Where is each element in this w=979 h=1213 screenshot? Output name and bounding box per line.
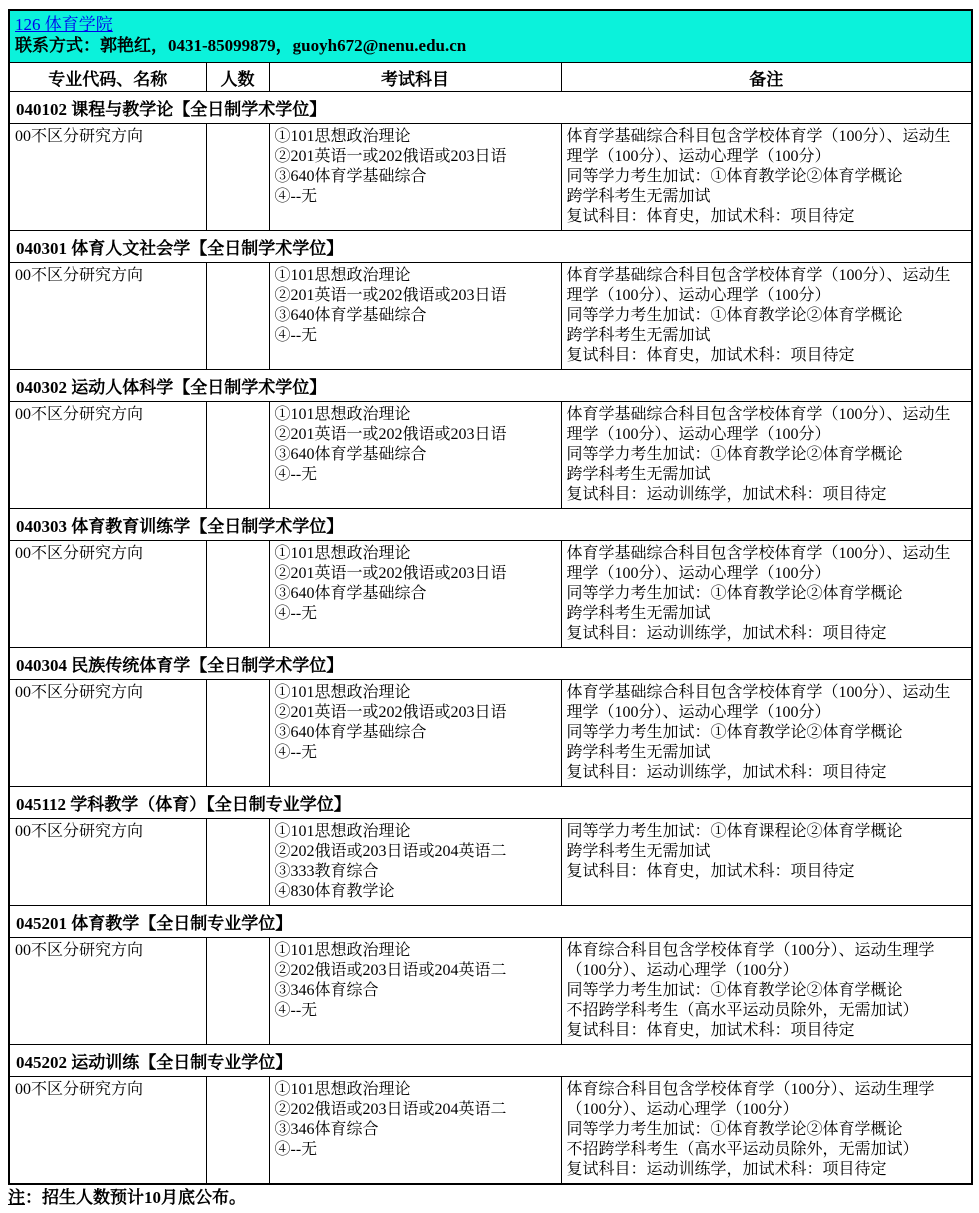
exam-subject-line: ①101思想政治理论 bbox=[274, 823, 411, 840]
exam-subjects-cell bbox=[269, 1077, 561, 1185]
quota-cell bbox=[206, 541, 269, 648]
remark-line: 不招跨学科考生（高水平运动员除外，无需加试） bbox=[566, 1002, 919, 1019]
exam-subject-line: ①101思想政治理论 bbox=[274, 128, 411, 145]
remarks-cell bbox=[561, 819, 972, 906]
remark-line: 复试科目：体育史，加试术科：项目待定 bbox=[566, 208, 855, 225]
remark-line: 复试科目：运动训练学，加试术科：项目待定 bbox=[566, 1161, 887, 1178]
college-link[interactable]: 126 体育学院 bbox=[15, 15, 113, 34]
section-data-row bbox=[9, 680, 972, 787]
section-title-row bbox=[9, 648, 972, 680]
exam-subject-line: ②201英语一或202俄语或203日语 bbox=[274, 287, 507, 304]
college-header-cell bbox=[9, 10, 972, 63]
admissions-table bbox=[8, 9, 973, 1185]
exam-subject-line: ②201英语一或202俄语或203日语 bbox=[274, 565, 507, 582]
direction-cell: 00不区分研究方向 bbox=[9, 819, 206, 906]
col-header-major: 专业代码、名称 bbox=[9, 63, 206, 92]
footnote-prefix: 注 bbox=[8, 1188, 25, 1207]
section-data-row bbox=[9, 938, 972, 1045]
exam-subjects-cell bbox=[269, 402, 561, 509]
exam-subjects-cell bbox=[269, 541, 561, 648]
direction-cell: 00不区分研究方向 bbox=[9, 263, 206, 370]
exam-subject-line: ④--无 bbox=[274, 1141, 318, 1158]
exam-subject-line: ③640体育学基础综合 bbox=[274, 446, 427, 463]
remarks-cell bbox=[561, 263, 972, 370]
exam-subject-line: ①101思想政治理论 bbox=[274, 684, 411, 701]
remark-line: 同等学力考生加试：①体育课程论②体育学概论 bbox=[566, 823, 903, 840]
remark-line: 复试科目：运动训练学，加试术科：项目待定 bbox=[566, 486, 887, 503]
section-title: 040302 运动人体科学【全日制学术学位】 bbox=[9, 370, 972, 402]
quota-cell bbox=[206, 680, 269, 787]
contact-line: 联系方式：郭艳红，0431-85099879，guoyh672@nenu.edu.cn bbox=[15, 36, 467, 55]
quota-cell bbox=[206, 1077, 269, 1185]
remark-line: 体育综合科目包含学校体育学（100分）、运动生理学（100分）、运动心理学（100分） bbox=[566, 1081, 935, 1118]
remark-line: 跨学科考生无需加试 bbox=[566, 843, 711, 860]
remark-line: 体育学基础综合科目包含学校体育学（100分）、运动生理学（100分）、运动心理学（100分） bbox=[566, 545, 951, 582]
exam-subjects-cell bbox=[269, 819, 561, 906]
exam-subjects-cell bbox=[269, 263, 561, 370]
exam-subject-line: ②201英语一或202俄语或203日语 bbox=[274, 704, 507, 721]
exam-subject-line: ④--无 bbox=[274, 327, 318, 344]
section-data-row bbox=[9, 819, 972, 906]
exam-subject-line: ③346体育综合 bbox=[274, 982, 379, 999]
remark-line: 同等学力考生加试：①体育教学论②体育学概论 bbox=[566, 982, 903, 999]
remarks-cell bbox=[561, 1077, 972, 1185]
remark-line: 不招跨学科考生（高水平运动员除外，无需加试） bbox=[566, 1141, 919, 1158]
section-title-row bbox=[9, 231, 972, 263]
remark-line: 同等学力考生加试：①体育教学论②体育学概论 bbox=[566, 724, 903, 741]
direction-cell: 00不区分研究方向 bbox=[9, 541, 206, 648]
section-title: 045201 体育教学【全日制专业学位】 bbox=[9, 906, 972, 938]
remark-line: 体育综合科目包含学校体育学（100分）、运动生理学（100分）、运动心理学（100分） bbox=[566, 942, 935, 979]
quota-cell bbox=[206, 819, 269, 906]
section-title-row bbox=[9, 509, 972, 541]
remark-line: 复试科目：运动训练学，加试术科：项目待定 bbox=[566, 764, 887, 781]
remarks-cell bbox=[561, 938, 972, 1045]
exam-subject-line: ④--无 bbox=[274, 466, 318, 483]
remark-line: 同等学力考生加试：①体育教学论②体育学概论 bbox=[566, 446, 903, 463]
section-title: 040301 体育人文社会学【全日制学术学位】 bbox=[9, 231, 972, 263]
remark-line: 复试科目：体育史，加试术科：项目待定 bbox=[566, 863, 855, 880]
exam-subject-line: ①101思想政治理论 bbox=[274, 942, 411, 959]
exam-subject-line: ④--无 bbox=[274, 744, 318, 761]
remark-line: 体育学基础综合科目包含学校体育学（100分）、运动生理学（100分）、运动心理学（100分） bbox=[566, 406, 951, 443]
exam-subject-line: ④--无 bbox=[274, 1002, 318, 1019]
section-title: 045202 运动训练【全日制专业学位】 bbox=[9, 1045, 972, 1077]
exam-subject-line: ②202俄语或203日语或204英语二 bbox=[274, 1101, 507, 1118]
section-title-row bbox=[9, 1045, 972, 1077]
exam-subject-line: ④830体育教学论 bbox=[274, 883, 395, 900]
exam-subjects-cell bbox=[269, 124, 561, 231]
remark-line: 体育学基础综合科目包含学校体育学（100分）、运动生理学（100分）、运动心理学（100分） bbox=[566, 684, 951, 721]
remark-line: 跨学科考生无需加试 bbox=[566, 188, 711, 205]
section-data-row bbox=[9, 541, 972, 648]
exam-subject-line: ①101思想政治理论 bbox=[274, 267, 411, 284]
section-data-row bbox=[9, 124, 972, 231]
exam-subject-line: ②202俄语或203日语或204英语二 bbox=[274, 962, 507, 979]
exam-subjects-cell bbox=[269, 938, 561, 1045]
remark-line: 同等学力考生加试：①体育教学论②体育学概论 bbox=[566, 168, 903, 185]
remark-line: 复试科目：运动训练学，加试术科：项目待定 bbox=[566, 625, 887, 642]
direction-cell: 00不区分研究方向 bbox=[9, 402, 206, 509]
section-title-row bbox=[9, 787, 972, 819]
exam-subject-line: ①101思想政治理论 bbox=[274, 1081, 411, 1098]
remark-line: 体育学基础综合科目包含学校体育学（100分）、运动生理学（100分）、运动心理学（100分） bbox=[566, 267, 951, 304]
remarks-cell bbox=[561, 680, 972, 787]
remark-line: 跨学科考生无需加试 bbox=[566, 605, 711, 622]
remark-line: 跨学科考生无需加试 bbox=[566, 327, 711, 344]
direction-cell: 00不区分研究方向 bbox=[9, 124, 206, 231]
quota-cell bbox=[206, 124, 269, 231]
quota-cell bbox=[206, 402, 269, 509]
section-title: 040102 课程与教学论【全日制学术学位】 bbox=[9, 92, 972, 124]
exam-subject-line: ④--无 bbox=[274, 188, 318, 205]
column-header-row bbox=[9, 63, 972, 92]
section-data-row bbox=[9, 263, 972, 370]
direction-cell: 00不区分研究方向 bbox=[9, 680, 206, 787]
col-header-subjects: 考试科目 bbox=[269, 63, 561, 92]
section-title: 040303 体育教育训练学【全日制学术学位】 bbox=[9, 509, 972, 541]
quota-cell bbox=[206, 263, 269, 370]
exam-subject-line: ②201英语一或202俄语或203日语 bbox=[274, 426, 507, 443]
section-data-row bbox=[9, 1077, 972, 1185]
section-data-row bbox=[9, 402, 972, 509]
exam-subject-line: ③346体育综合 bbox=[274, 1121, 379, 1138]
remark-line: 复试科目：体育史，加试术科：项目待定 bbox=[566, 347, 855, 364]
college-header-row bbox=[9, 10, 972, 63]
exam-subject-line: ①101思想政治理论 bbox=[274, 406, 411, 423]
remark-line: 复试科目：体育史，加试术科：项目待定 bbox=[566, 1022, 855, 1039]
direction-cell: 00不区分研究方向 bbox=[9, 938, 206, 1045]
remark-line: 同等学力考生加试：①体育教学论②体育学概论 bbox=[566, 585, 903, 602]
exam-subject-line: ④--无 bbox=[274, 605, 318, 622]
remark-line: 同等学力考生加试：①体育教学论②体育学概论 bbox=[566, 307, 903, 324]
section-title: 040304 民族传统体育学【全日制学术学位】 bbox=[9, 648, 972, 680]
footnote bbox=[8, 1185, 971, 1209]
exam-subject-line: ③640体育学基础综合 bbox=[274, 307, 427, 324]
section-title-row bbox=[9, 370, 972, 402]
section-title-row bbox=[9, 906, 972, 938]
exam-subject-line: ③640体育学基础综合 bbox=[274, 168, 427, 185]
exam-subject-line: ②202俄语或203日语或204英语二 bbox=[274, 843, 507, 860]
remarks-cell bbox=[561, 124, 972, 231]
exam-subject-line: ①101思想政治理论 bbox=[274, 545, 411, 562]
remark-line: 跨学科考生无需加试 bbox=[566, 744, 711, 761]
section-title-row bbox=[9, 92, 972, 124]
quota-cell bbox=[206, 938, 269, 1045]
footnote-text: ：招生人数预计10月底公布。 bbox=[25, 1188, 246, 1207]
sections-body bbox=[9, 92, 972, 1185]
col-header-remarks: 备注 bbox=[561, 63, 972, 92]
exam-subject-line: ②201英语一或202俄语或203日语 bbox=[274, 148, 507, 165]
remark-line: 跨学科考生无需加试 bbox=[566, 466, 711, 483]
col-header-quota: 人数 bbox=[206, 63, 269, 92]
section-title: 045112 学科教学（体育）【全日制专业学位】 bbox=[9, 787, 972, 819]
remarks-cell bbox=[561, 541, 972, 648]
remark-line: 体育学基础综合科目包含学校体育学（100分）、运动生理学（100分）、运动心理学（100分） bbox=[566, 128, 951, 165]
remarks-cell bbox=[561, 402, 972, 509]
exam-subjects-cell bbox=[269, 680, 561, 787]
exam-subject-line: ③333教育综合 bbox=[274, 863, 379, 880]
remark-line: 同等学力考生加试：①体育教学论②体育学概论 bbox=[566, 1121, 903, 1138]
exam-subject-line: ③640体育学基础综合 bbox=[274, 585, 427, 602]
exam-subject-line: ③640体育学基础综合 bbox=[274, 724, 427, 741]
direction-cell: 00不区分研究方向 bbox=[9, 1077, 206, 1185]
